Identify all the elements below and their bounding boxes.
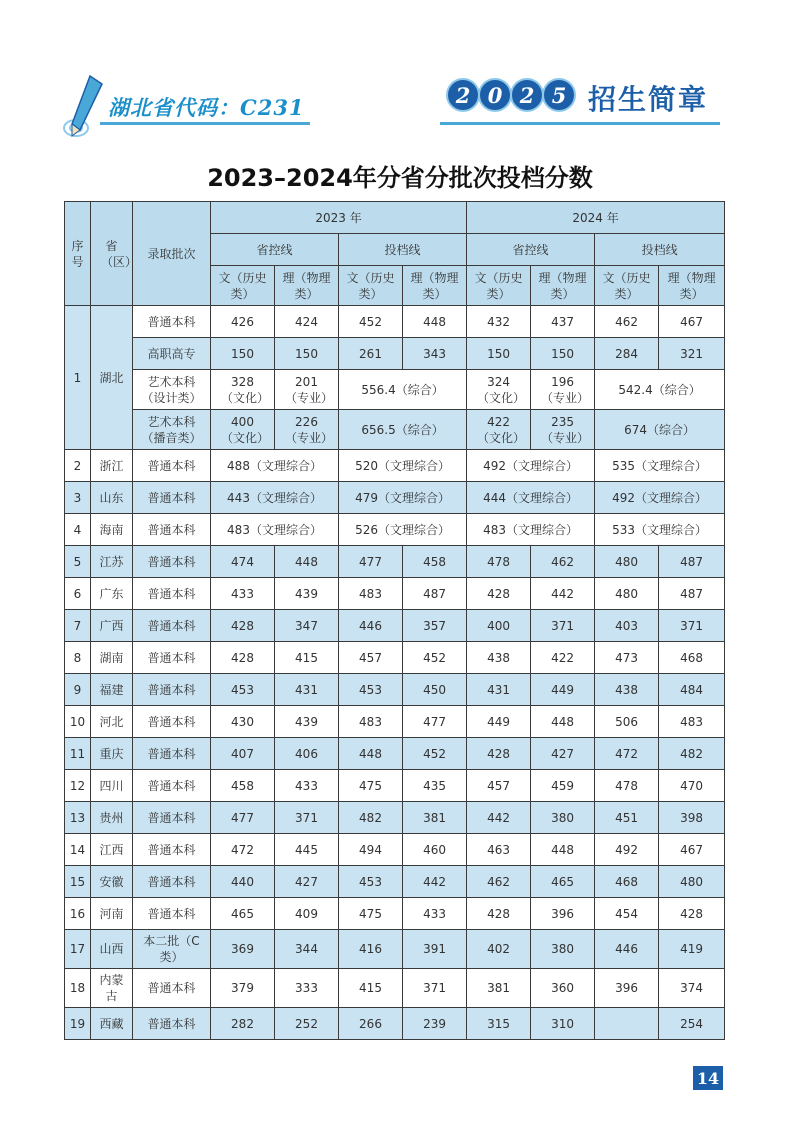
cell-value: 480	[595, 578, 659, 610]
cell-value: 446	[595, 930, 659, 969]
cell-batch: 普通本科	[133, 834, 211, 866]
table-row	[65, 450, 725, 482]
cell-value: 433	[403, 898, 467, 930]
cell-value: 478	[595, 770, 659, 802]
cell-seq: 6	[65, 578, 91, 610]
cell-value: 674（综合）	[595, 410, 725, 450]
cell-seq: 14	[65, 834, 91, 866]
cell-value: 467	[659, 834, 725, 866]
year-digit: 2	[510, 78, 544, 112]
cell-value: 475	[339, 898, 403, 930]
cell-value: 261	[339, 338, 403, 370]
cell-value: 347	[275, 610, 339, 642]
header-control-2024: 省控线	[467, 234, 595, 266]
cell-value: 484	[659, 674, 725, 706]
cell-value: 374	[659, 969, 725, 1008]
table-row	[65, 482, 725, 514]
cell-value: 324（文化）	[467, 370, 531, 410]
cell-value: 424	[275, 306, 339, 338]
cell-seq: 4	[65, 514, 91, 546]
table-row	[65, 642, 725, 674]
cell-value: 475	[339, 770, 403, 802]
cell-value: 398	[659, 802, 725, 834]
cell-value: 487	[659, 578, 725, 610]
cell-value: 419	[659, 930, 725, 969]
cell-seq: 12	[65, 770, 91, 802]
cell-value: 477	[339, 546, 403, 578]
cell-value: 235（专业）	[531, 410, 595, 450]
cell-value: 457	[467, 770, 531, 802]
cell-value: 357	[403, 610, 467, 642]
cell-value: 452	[403, 738, 467, 770]
cell-batch: 高职高专	[133, 338, 211, 370]
header-arts: 文（历史类）	[595, 266, 659, 306]
cell-value: 468	[595, 866, 659, 898]
cell-value: 435	[403, 770, 467, 802]
cell-value: 430	[211, 706, 275, 738]
cell-value: 462	[467, 866, 531, 898]
cell-value: 321	[659, 338, 725, 370]
cell-value: 449	[531, 674, 595, 706]
table-row	[65, 546, 725, 578]
cell-value: 381	[403, 802, 467, 834]
cell-seq: 10	[65, 706, 91, 738]
header-science: 理（物理类）	[403, 266, 467, 306]
cell-value: 226（专业）	[275, 410, 339, 450]
cell-value: 458	[211, 770, 275, 802]
cell-value: 438	[595, 674, 659, 706]
cell-value: 448	[339, 738, 403, 770]
cell-value: 448	[275, 546, 339, 578]
cell-seq: 16	[65, 898, 91, 930]
table-row	[65, 514, 725, 546]
cell-value: 483	[659, 706, 725, 738]
cell-batch: 普通本科	[133, 642, 211, 674]
header-arts: 文（历史类）	[211, 266, 275, 306]
cell-value: 426	[211, 306, 275, 338]
cell-value: 483（文理综合）	[467, 514, 595, 546]
header-control-2023: 省控线	[211, 234, 339, 266]
cell-value: 480	[659, 866, 725, 898]
table-row	[65, 898, 725, 930]
year-badges	[446, 78, 574, 112]
table-row	[65, 338, 725, 370]
cell-batch: 普通本科	[133, 802, 211, 834]
cell-province: 河南	[91, 898, 133, 930]
table-row	[65, 306, 725, 338]
cell-value: 474	[211, 546, 275, 578]
cell-batch: 普通本科	[133, 706, 211, 738]
standard-rows	[65, 546, 725, 1040]
cell-value: 252	[275, 1008, 339, 1040]
cell-value: 371	[531, 610, 595, 642]
cell-value: 433	[211, 578, 275, 610]
cell-value: 310	[531, 1008, 595, 1040]
cell-value: 433	[275, 770, 339, 802]
cell-value: 439	[275, 706, 339, 738]
cell-value: 407	[211, 738, 275, 770]
cell-province: 安徽	[91, 866, 133, 898]
cell-value: 344	[275, 930, 339, 969]
cell-value: 416	[339, 930, 403, 969]
cell-value: 477	[211, 802, 275, 834]
header-province: 省（区）	[91, 202, 133, 306]
table-row	[65, 674, 725, 706]
table-row	[65, 834, 725, 866]
header-year-2023: 2023 年	[211, 202, 467, 234]
cell-value: 448	[403, 306, 467, 338]
cell-value: 427	[531, 738, 595, 770]
province-code: 湖北省代码：C231	[108, 95, 305, 120]
cell-value: 428	[467, 578, 531, 610]
header-filing-2024: 投档线	[595, 234, 725, 266]
cell-value: 422（文化）	[467, 410, 531, 450]
cell-value: 506	[595, 706, 659, 738]
cell-batch: 艺术本科（设计类）	[133, 370, 211, 410]
cell-value: 432	[467, 306, 531, 338]
cell-value: 487	[659, 546, 725, 578]
cell-value: 445	[275, 834, 339, 866]
table-body	[65, 306, 725, 546]
cell-batch: 普通本科	[133, 770, 211, 802]
page-number: 14	[693, 1066, 723, 1090]
cell-value: 150	[467, 338, 531, 370]
cell-value: 400	[467, 610, 531, 642]
cell-value: 360	[531, 969, 595, 1008]
cell-province: 四川	[91, 770, 133, 802]
cell-value: 452	[339, 306, 403, 338]
cell-seq: 5	[65, 546, 91, 578]
cell-province: 湖北	[91, 306, 133, 450]
cell-seq: 17	[65, 930, 91, 969]
cell-batch: 普通本科	[133, 969, 211, 1008]
cell-value: 457	[339, 642, 403, 674]
cell-seq: 3	[65, 482, 91, 514]
cell-value: 201（专业）	[275, 370, 339, 410]
cell-value: 431	[467, 674, 531, 706]
cell-value: 403	[595, 610, 659, 642]
cell-value: 492（文理综合）	[467, 450, 595, 482]
cell-batch: 普通本科	[133, 482, 211, 514]
table-row	[65, 1008, 725, 1040]
cell-value: 449	[467, 706, 531, 738]
cell-value: 440	[211, 866, 275, 898]
table-row	[65, 578, 725, 610]
year-digit: 2	[446, 78, 480, 112]
cell-seq: 9	[65, 674, 91, 706]
cell-value: 371	[403, 969, 467, 1008]
cell-batch: 普通本科	[133, 450, 211, 482]
cell-province: 福建	[91, 674, 133, 706]
cell-province: 广东	[91, 578, 133, 610]
cell-batch: 普通本科	[133, 738, 211, 770]
cell-seq: 2	[65, 450, 91, 482]
cell-seq: 7	[65, 610, 91, 642]
cell-province: 山西	[91, 930, 133, 969]
cell-value: 427	[275, 866, 339, 898]
cell-value: 391	[403, 930, 467, 969]
cell-value: 431	[275, 674, 339, 706]
cell-value: 254	[659, 1008, 725, 1040]
cell-value: 453	[339, 674, 403, 706]
cell-province: 河北	[91, 706, 133, 738]
brochure-title: 招生简章	[588, 83, 709, 116]
cell-value: 428	[659, 898, 725, 930]
cell-value: 442	[531, 578, 595, 610]
cell-value: 371	[659, 610, 725, 642]
cell-value: 454	[595, 898, 659, 930]
scores-table	[64, 201, 725, 1040]
header-year-2024: 2024 年	[467, 202, 725, 234]
cell-value: 333	[275, 969, 339, 1008]
cell-value: 459	[531, 770, 595, 802]
cell-value: 450	[403, 674, 467, 706]
year-digit: 0	[478, 78, 512, 112]
table-row	[65, 410, 725, 450]
cell-seq: 18	[65, 969, 91, 1008]
cell-batch: 普通本科	[133, 1008, 211, 1040]
cell-value: 460	[403, 834, 467, 866]
cell-value: 482	[339, 802, 403, 834]
cell-value: 472	[211, 834, 275, 866]
cell-value	[595, 1008, 659, 1040]
cell-value: 402	[467, 930, 531, 969]
cell-value: 428	[467, 738, 531, 770]
cell-value: 453	[211, 674, 275, 706]
cell-province: 浙江	[91, 450, 133, 482]
cell-value: 483	[339, 578, 403, 610]
cell-value: 556.4（综合）	[339, 370, 467, 410]
header-science: 理（物理类）	[531, 266, 595, 306]
cell-seq: 19	[65, 1008, 91, 1040]
cell-batch: 艺术本科（播音类）	[133, 410, 211, 450]
cell-value: 520（文理综合）	[339, 450, 467, 482]
cell-value: 465	[211, 898, 275, 930]
cell-value: 380	[531, 930, 595, 969]
header-science: 理（物理类）	[659, 266, 725, 306]
cell-value: 380	[531, 802, 595, 834]
cell-value: 478	[467, 546, 531, 578]
header-seq: 序号	[65, 202, 91, 306]
cell-value: 535（文理综合）	[595, 450, 725, 482]
cell-value: 282	[211, 1008, 275, 1040]
cell-province: 山东	[91, 482, 133, 514]
cell-value: 446	[339, 610, 403, 642]
cell-value: 150	[275, 338, 339, 370]
cell-province: 内蒙古	[91, 969, 133, 1008]
cell-value: 328（文化）	[211, 370, 275, 410]
cell-value: 542.4（综合）	[595, 370, 725, 410]
page-header	[0, 0, 800, 150]
cell-value: 468	[659, 642, 725, 674]
cell-value: 483（文理综合）	[211, 514, 339, 546]
table-row	[65, 610, 725, 642]
cell-value: 451	[595, 802, 659, 834]
cell-value: 396	[595, 969, 659, 1008]
cell-value: 465	[531, 866, 595, 898]
cell-value: 458	[403, 546, 467, 578]
header-arts: 文（历史类）	[467, 266, 531, 306]
cell-value: 444（文理综合）	[467, 482, 595, 514]
cell-province: 江西	[91, 834, 133, 866]
cell-seq: 11	[65, 738, 91, 770]
table-row	[65, 930, 725, 969]
header-divider-left	[100, 122, 310, 125]
cell-value: 439	[275, 578, 339, 610]
cell-value: 442	[467, 802, 531, 834]
cell-batch: 普通本科	[133, 674, 211, 706]
cell-value: 448	[531, 834, 595, 866]
cell-value: 442	[403, 866, 467, 898]
cell-province: 湖南	[91, 642, 133, 674]
cell-value: 492（文理综合）	[595, 482, 725, 514]
cell-value: 526（文理综合）	[339, 514, 467, 546]
header-filing-2023: 投档线	[339, 234, 467, 266]
cell-batch: 普通本科	[133, 578, 211, 610]
cell-value: 428	[467, 898, 531, 930]
cell-value: 415	[275, 642, 339, 674]
cell-value: 492	[595, 834, 659, 866]
cell-value: 343	[403, 338, 467, 370]
cell-batch: 普通本科	[133, 898, 211, 930]
cell-value: 452	[403, 642, 467, 674]
cell-value: 487	[403, 578, 467, 610]
cell-batch: 普通本科	[133, 546, 211, 578]
year-digit: 5	[542, 78, 576, 112]
cell-value: 479（文理综合）	[339, 482, 467, 514]
cell-value: 415	[339, 969, 403, 1008]
cell-province: 重庆	[91, 738, 133, 770]
cell-value: 396	[531, 898, 595, 930]
cell-batch: 普通本科	[133, 610, 211, 642]
cell-value: 400（文化）	[211, 410, 275, 450]
cell-batch: 普通本科	[133, 306, 211, 338]
cell-value: 533（文理综合）	[595, 514, 725, 546]
cell-seq: 15	[65, 866, 91, 898]
header-science: 理（物理类）	[275, 266, 339, 306]
cell-value: 472	[595, 738, 659, 770]
pencil-icon	[60, 72, 110, 142]
table-row	[65, 770, 725, 802]
cell-value: 406	[275, 738, 339, 770]
cell-value: 266	[339, 1008, 403, 1040]
table-row	[65, 738, 725, 770]
cell-province: 海南	[91, 514, 133, 546]
cell-seq: 1	[65, 306, 91, 450]
cell-value: 656.5（综合）	[339, 410, 467, 450]
cell-batch: 普通本科	[133, 866, 211, 898]
cell-value: 428	[211, 642, 275, 674]
cell-value: 196（专业）	[531, 370, 595, 410]
cell-value: 477	[403, 706, 467, 738]
cell-value: 488（文理综合）	[211, 450, 339, 482]
cell-value: 239	[403, 1008, 467, 1040]
cell-value: 369	[211, 930, 275, 969]
cell-value: 480	[595, 546, 659, 578]
cell-province: 西藏	[91, 1008, 133, 1040]
cell-value: 448	[531, 706, 595, 738]
header-divider-right	[440, 122, 720, 125]
cell-value: 428	[211, 610, 275, 642]
header-arts: 文（历史类）	[339, 266, 403, 306]
cell-value: 438	[467, 642, 531, 674]
table-row	[65, 706, 725, 738]
cell-value: 315	[467, 1008, 531, 1040]
cell-province: 广西	[91, 610, 133, 642]
cell-batch: 普通本科	[133, 514, 211, 546]
cell-value: 284	[595, 338, 659, 370]
cell-batch: 本二批（C类）	[133, 930, 211, 969]
cell-value: 437	[531, 306, 595, 338]
cell-value: 467	[659, 306, 725, 338]
cell-value: 494	[339, 834, 403, 866]
cell-value: 150	[531, 338, 595, 370]
header-batch: 录取批次	[133, 202, 211, 306]
cell-value: 379	[211, 969, 275, 1008]
cell-value: 482	[659, 738, 725, 770]
table-row	[65, 370, 725, 410]
cell-value: 473	[595, 642, 659, 674]
cell-value: 422	[531, 642, 595, 674]
cell-value: 462	[595, 306, 659, 338]
cell-seq: 13	[65, 802, 91, 834]
cell-value: 462	[531, 546, 595, 578]
cell-value: 443（文理综合）	[211, 482, 339, 514]
cell-value: 371	[275, 802, 339, 834]
table-row	[65, 802, 725, 834]
cell-value: 150	[211, 338, 275, 370]
cell-value: 483	[339, 706, 403, 738]
table-row	[65, 866, 725, 898]
cell-value: 470	[659, 770, 725, 802]
page-title: 2023–2024年分省分批次投档分数	[207, 164, 593, 192]
cell-value: 381	[467, 969, 531, 1008]
cell-value: 463	[467, 834, 531, 866]
cell-value: 453	[339, 866, 403, 898]
cell-value: 409	[275, 898, 339, 930]
cell-province: 贵州	[91, 802, 133, 834]
cell-seq: 8	[65, 642, 91, 674]
cell-province: 江苏	[91, 546, 133, 578]
table-row	[65, 969, 725, 1008]
table-head	[65, 202, 725, 306]
